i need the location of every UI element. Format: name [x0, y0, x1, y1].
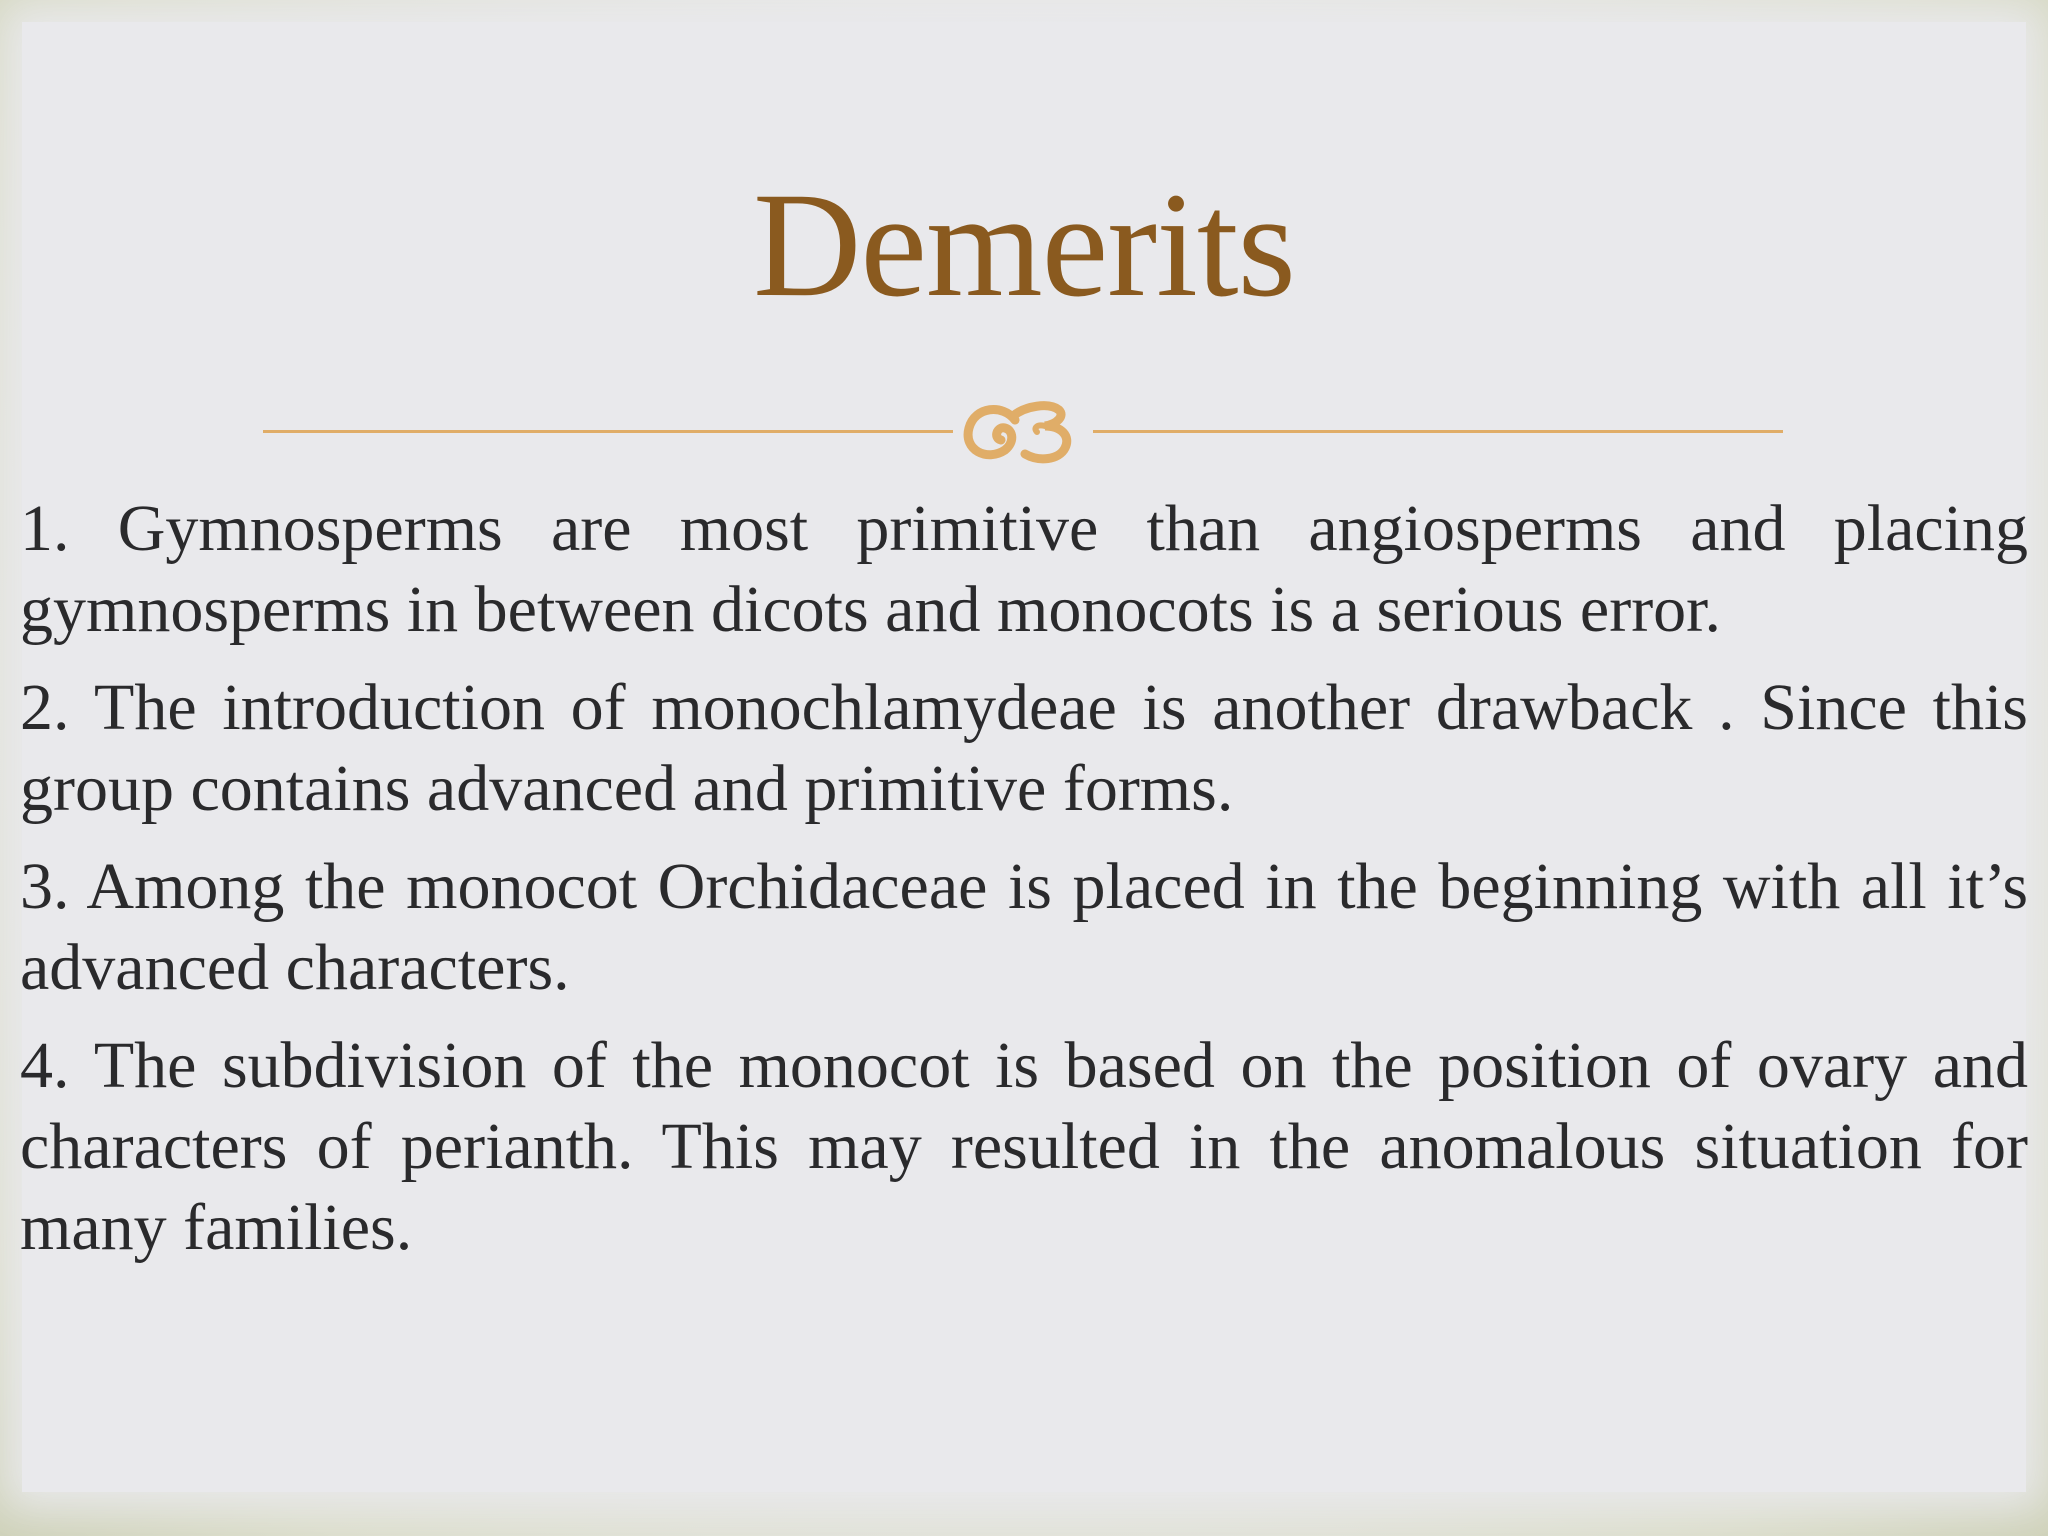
decorative-flourish-icon [953, 380, 1093, 480]
divider-line-left [263, 430, 953, 433]
divider-line-right [1093, 430, 1783, 433]
list-item: 1. Gymnosperms are most primitive than angiosperms and placing gymnosperms in between dicots and monocots is a serious error. [20, 492, 2028, 646]
list-item: 3. Among the monocot Orchidaceae is placed in the beginning with all it’s advanced characters. [20, 850, 2028, 1004]
slide-title: Demerits [753, 162, 1295, 328]
title-divider [263, 380, 1783, 490]
demerits-list [20, 488, 2028, 1285]
list-item: 2. The introduction of monochlamydeae is another drawback . Since this group contains advanced and primitive forms. [20, 671, 2028, 825]
list-item: 4. The subdivision of the monocot is based on the position of ovary and characters of perianth. This may resulted in the anomalous situation for many families. [20, 1029, 2028, 1264]
